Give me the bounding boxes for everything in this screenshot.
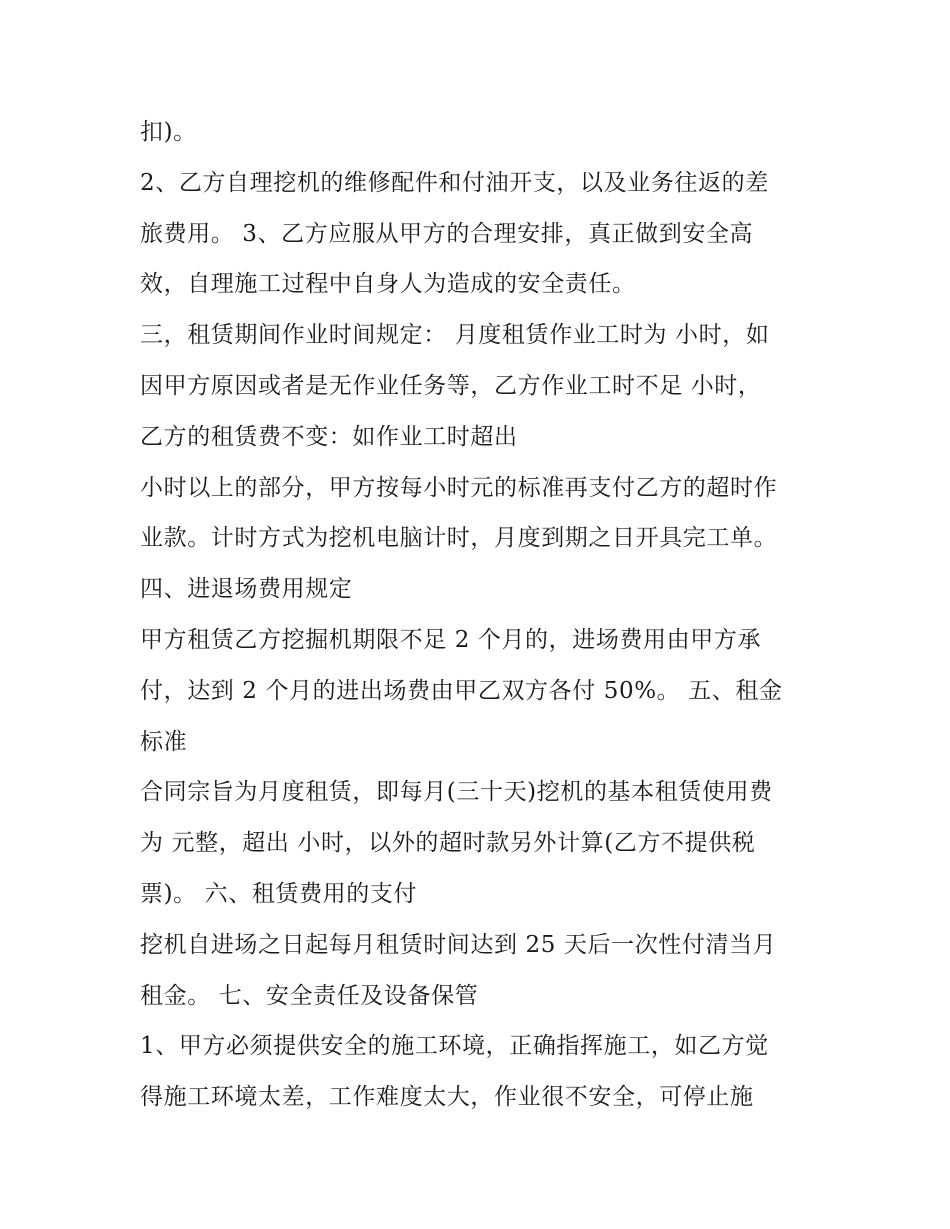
text-line-16: 票)。 六、租赁费用的支付 [140,880,418,907]
text-line-17: 挖机自进场之日起每月租赁时间达到 25 天后一次性付清当月 [140,931,777,958]
text-line-5: 三，租赁期间作业时间规定： 月度租赁作业工时为 小时，如 [140,322,770,349]
text-line-9: 业款。计时方式为挖机电脑计时，月度到期之日开具完工单。 [140,525,778,552]
section-heading-4: 四、进退场费用规定 [140,576,353,603]
text-line-3: 旅费用。 3、乙方应服从甲方的合理安排，真正做到安全高 [140,220,754,247]
document-body [140,107,840,1123]
text-line-8: 小时以上的部分，甲方按每小时元的标准再支付乙方的超时作 [140,474,778,501]
text-line-13: 标准 [140,728,188,755]
text-line-15: 为 元整，超出 小时，以外的超时款另外计算(乙方不提供税 [140,830,756,857]
text-line-1: 扣)。 [140,119,197,145]
text-line-2: 2、乙方自理挖机的维修配件和付油开支，以及业务往返的差 [140,169,769,196]
text-line-11: 甲方租赁乙方挖掘机期限不足 2 个月的，进场费用由甲方承 [140,626,762,653]
text-line-6: 因甲方原因或者是无作业任务等，乙方作业工时不足 小时， [140,372,762,399]
text-line-7: 乙方的租赁费不变：如作业工时超出 [140,423,518,450]
text-line-12: 付，达到 2 个月的进出场费由甲乙双方各付 50%。 五、租金 [140,677,783,704]
text-line-14: 合同宗旨为月度租赁，即每月(三十天)挖机的基本租赁使用费 [140,779,773,806]
text-line-20: 得施工环境太差，工作难度太大，作业很不安全，可停止施 [140,1084,754,1111]
text-line-19: 1、甲方必须提供安全的施工环境，正确指挥施工，如乙方觉 [140,1033,769,1060]
text-line-4: 效，自理施工过程中自身人为造成的安全责任。 [140,271,636,298]
text-line-18: 租金。 七、安全责任及设备保管 [140,982,479,1009]
